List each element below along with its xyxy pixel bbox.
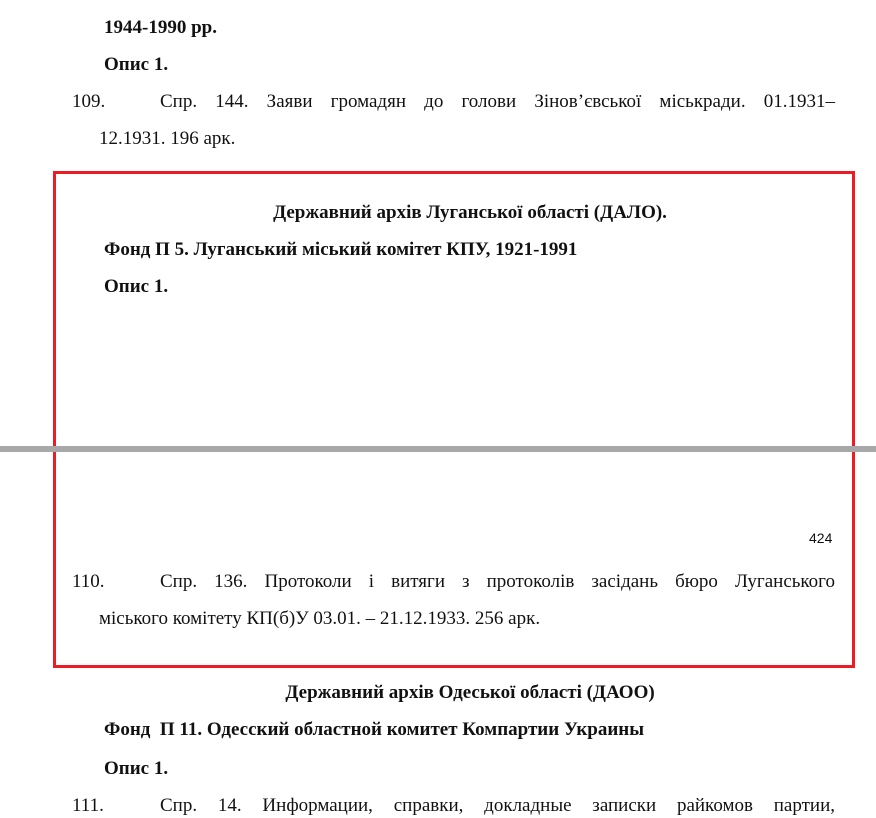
- entry-text-line: Спр. 144. Заяви громадян до голови Зінов’євської міськради. 01.1931–: [160, 91, 835, 112]
- fond-heading: Фонд П 5. Луганський міський комітет КПУ, 1921-1991: [104, 239, 578, 260]
- opys-heading: Опис 1.: [104, 758, 169, 779]
- entry-text-line: 12.1931. 196 арк.: [99, 128, 236, 149]
- years-heading: 1944-1990 рр.: [104, 17, 217, 38]
- entry-text-line: міського комітету КП(б)У 03.01. – 21.12.1933. 256 арк.: [99, 608, 541, 629]
- entry-text-line: Спр. 136. Протоколи і витяги з протоколів засідань бюро Луганського: [160, 571, 835, 592]
- opys-heading: Опис 1.: [104, 54, 169, 75]
- archive-heading: Державний архів Одеської області (ДАОО): [285, 682, 655, 703]
- fond-heading: Фонд П 11. Одесский областной комитет Компартии Украины: [104, 719, 645, 740]
- entry-text-line: Спр. 14. Информации, справки, докладные записки райкомов партии,: [160, 795, 835, 816]
- entry-number: 109.: [72, 91, 106, 112]
- entry-number: 111.: [72, 795, 104, 816]
- page-break-separator: [0, 446, 876, 452]
- opys-heading: Опис 1.: [104, 276, 169, 297]
- entry-number: 110.: [72, 571, 105, 592]
- page-number: 424: [809, 530, 833, 546]
- archive-heading: Державний архів Луганської області (ДАЛО).: [273, 202, 667, 223]
